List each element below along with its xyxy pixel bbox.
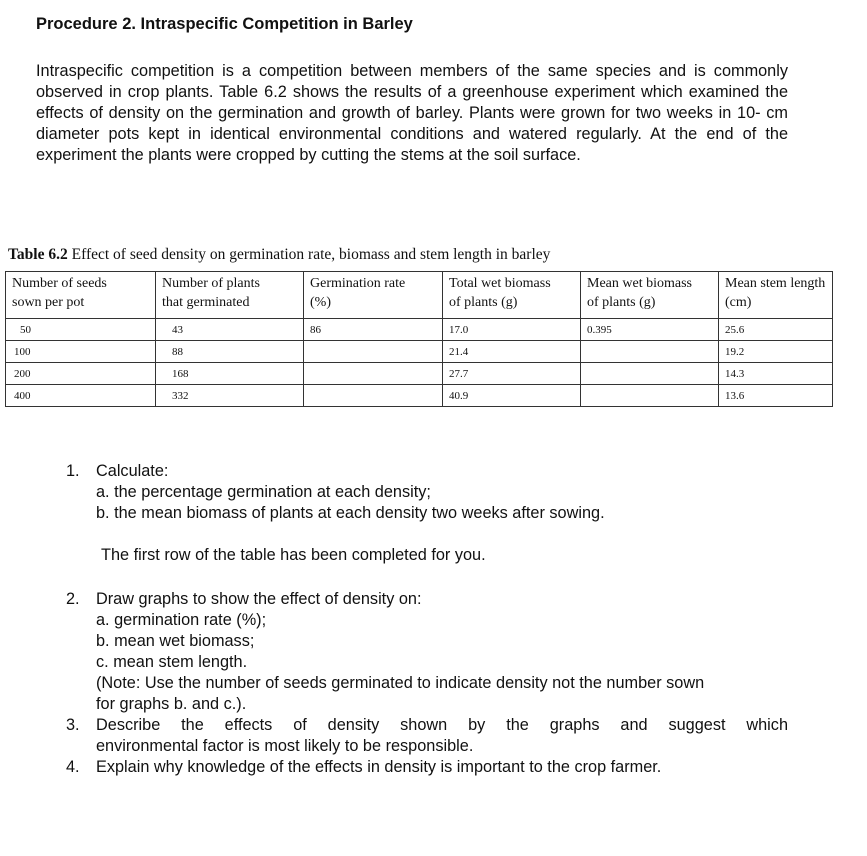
data-table bbox=[5, 271, 833, 407]
page-title: Procedure 2. Intraspecific Competition in Barley bbox=[36, 15, 413, 33]
cell-mean-stem-length: 25.6 bbox=[719, 319, 833, 341]
question-text: Explain why knowledge of the effects in density is important to the crop farmer. bbox=[96, 758, 662, 776]
question-subitem: b. mean wet biomass; bbox=[96, 632, 255, 650]
question-subitem: a. the percentage germination at each density; bbox=[96, 483, 431, 501]
question-4 bbox=[66, 757, 826, 781]
cell-mean-stem-length: 19.2 bbox=[719, 341, 833, 363]
cell-total-wet-biomass: 40.9 bbox=[443, 385, 581, 407]
question-note: for graphs b. and c.). bbox=[96, 695, 247, 713]
table-caption bbox=[8, 246, 550, 264]
cell-germination-rate: 86 bbox=[304, 319, 443, 341]
table-row bbox=[6, 385, 833, 407]
question-subitem: b. the mean biomass of plants at each density two weeks after sowing. bbox=[96, 504, 605, 522]
header-germination-rate: Germination rate (%) bbox=[304, 272, 443, 319]
cell-plants-germinated: 332 bbox=[156, 385, 304, 407]
intro-paragraph: Intraspecific competition is a competition between members of the same species and is commonly observed in crop plants. Table 6.2 shows the results of a greenhouse experiment which examined the effects of density on the germination and growth of barley. Plants were grown for two weeks in 10- cm diameter pots kept in identical environmental conditions and watered regularly. At the end of the experiment the plants were cropped by cutting the stems at the soil surface. bbox=[36, 62, 788, 164]
cell-plants-germinated: 43 bbox=[156, 319, 304, 341]
question-note: The first row of the table has been completed for you. bbox=[101, 546, 486, 564]
question-note: (Note: Use the number of seeds germinated to indicate density not the number sown bbox=[96, 674, 705, 692]
cell-germination-rate bbox=[304, 385, 443, 407]
cell-seeds-sown: 200 bbox=[6, 363, 156, 385]
header-seeds-sown: Number of seeds sown per pot bbox=[6, 272, 156, 319]
cell-total-wet-biomass: 17.0 bbox=[443, 319, 581, 341]
cell-seeds-sown: 50 bbox=[6, 319, 156, 341]
cell-plants-germinated: 88 bbox=[156, 341, 304, 363]
table-caption-text: Effect of seed density on germination rate, biomass and stem length in barley bbox=[71, 246, 551, 263]
table-caption-label: Table 6.2 bbox=[8, 246, 68, 263]
cell-mean-stem-length: 13.6 bbox=[719, 385, 833, 407]
cell-total-wet-biomass: 21.4 bbox=[443, 341, 581, 363]
question-number: 2. bbox=[66, 590, 80, 608]
question-text: Draw graphs to show the effect of density on: bbox=[96, 590, 422, 608]
cell-mean-wet-biomass bbox=[581, 385, 719, 407]
cell-mean-stem-length: 14.3 bbox=[719, 363, 833, 385]
table-row bbox=[6, 363, 833, 385]
table-row bbox=[6, 341, 833, 363]
header-mean-wet-biomass: Mean wet biomass of plants (g) bbox=[581, 272, 719, 319]
cell-germination-rate bbox=[304, 341, 443, 363]
question-3 bbox=[66, 715, 826, 759]
cell-germination-rate bbox=[304, 363, 443, 385]
question-number: 1. bbox=[66, 462, 80, 480]
question-number: 3. bbox=[66, 716, 80, 734]
question-subitem: c. mean stem length. bbox=[96, 653, 248, 671]
question-2 bbox=[66, 589, 826, 719]
table-row bbox=[6, 319, 833, 341]
header-mean-stem-length: Mean stem length (cm) bbox=[719, 272, 833, 319]
question-text: Describe the effects of density shown by the graphs and suggest which bbox=[96, 716, 788, 734]
cell-seeds-sown: 400 bbox=[6, 385, 156, 407]
question-text: Calculate: bbox=[96, 462, 169, 480]
cell-plants-germinated: 168 bbox=[156, 363, 304, 385]
question-subitem: a. germination rate (%); bbox=[96, 611, 267, 629]
cell-mean-wet-biomass bbox=[581, 363, 719, 385]
question-1 bbox=[66, 461, 826, 564]
header-plants-germinated: Number of plants that germinated bbox=[156, 272, 304, 319]
cell-seeds-sown: 100 bbox=[6, 341, 156, 363]
cell-mean-wet-biomass bbox=[581, 341, 719, 363]
question-text: environmental factor is most likely to be responsible. bbox=[96, 737, 474, 755]
table-header-row bbox=[6, 272, 833, 319]
header-total-wet-biomass: Total wet biomass of plants (g) bbox=[443, 272, 581, 319]
question-number: 4. bbox=[66, 758, 80, 776]
cell-total-wet-biomass: 27.7 bbox=[443, 363, 581, 385]
cell-mean-wet-biomass: 0.395 bbox=[581, 319, 719, 341]
